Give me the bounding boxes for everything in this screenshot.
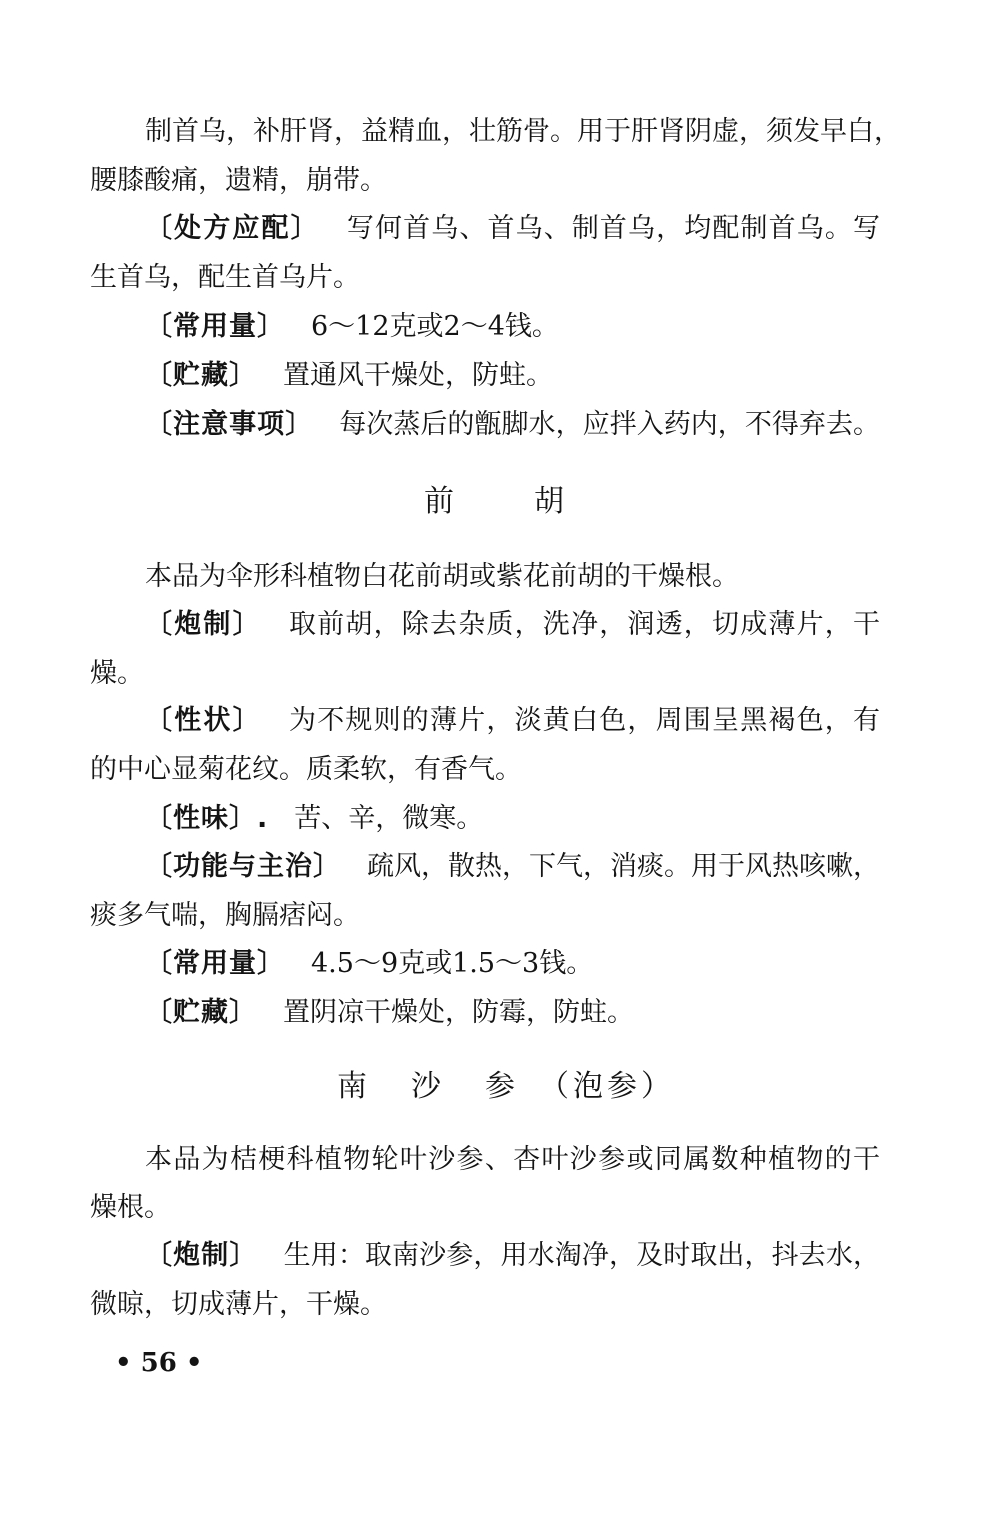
notes-text: 每次蒸后的甑脚水，应拌入药内，不得弃去。: [339, 409, 881, 440]
storage-text: 置通风干燥处，防蛀。: [283, 360, 553, 391]
taste-text: 苦、辛，微寒。: [294, 803, 484, 834]
function-text: 疏风，散热，下气，消痰。用于风热咳嗽，: [367, 851, 880, 882]
processing-text: 取前胡，除去杂质，洗净，润透，切成薄片，干: [287, 609, 881, 640]
character-label: 〔性状〕: [145, 705, 262, 736]
intro-line-2: 腰膝酸痛，遗精，崩带。: [90, 165, 387, 196]
qianhu-storage-line: [145, 995, 880, 1031]
prescription-line-2: 生首乌，配生首乌片。: [90, 262, 360, 293]
qianhu-description: 本品为伞形科植物白花前胡或紫花前胡的干燥根。: [145, 561, 739, 592]
storage-label: 〔贮藏〕: [145, 997, 257, 1028]
notes-label: 〔注意事项〕: [145, 409, 314, 440]
nanshashen-processing-line-2: 微晾，切成薄片，干燥。: [90, 1289, 387, 1320]
notes-line: [145, 407, 880, 443]
qianhu-function-line-1: [145, 849, 880, 885]
title-char: 胡: [534, 484, 568, 519]
title-char: 参: [485, 1069, 519, 1104]
section-title-nanshashen: [0, 1067, 992, 1107]
function-label: 〔功能与主治〕: [145, 851, 341, 882]
taste-label: 〔性味〕.: [145, 803, 269, 834]
processing-label: 〔炮制〕: [145, 609, 262, 640]
nanshashen-processing-line-1: [145, 1238, 880, 1274]
qianhu-character-line-2: 的中心显菊花纹。质柔软，有香气。: [90, 754, 522, 785]
page-number: • 56 •: [115, 1348, 203, 1378]
dosage-label: 〔常用量〕: [145, 311, 285, 342]
title-char: 前: [424, 484, 458, 519]
prescription-line-1: [145, 211, 880, 247]
title-char: 南: [337, 1069, 371, 1104]
qianhu-function-line-2: 痰多气喘，胸膈痞闷。: [90, 900, 360, 931]
dosage-label: 〔常用量〕: [145, 948, 285, 979]
prescription-label: 〔处方应配〕: [145, 213, 320, 244]
prescription-text: 写何首乌、首乌、制首乌，均配制首乌。写: [345, 213, 881, 244]
dosage-text: 4.5～9克或1.5～3钱。: [311, 948, 594, 979]
processing-text: 生用：取南沙参，用水淘净，及时取出，抖去水，: [283, 1240, 881, 1271]
title-char: 沙: [411, 1069, 445, 1104]
dosage-text: 6～12克或2～4钱。: [311, 311, 559, 342]
title-alias: （泡参）: [539, 1069, 675, 1104]
nanshashen-description-line-2: 燥根。: [90, 1192, 171, 1223]
qianhu-taste-line: [145, 801, 880, 837]
dosage-line: [145, 309, 880, 345]
character-text: 为不规则的薄片，淡黄白色，周围呈黑褐色，有: [287, 705, 881, 736]
storage-text: 置阴凉干燥处，防霉，防蛀。: [283, 997, 634, 1028]
nanshashen-description-line-1: 本品为桔梗科植物轮叶沙参、杏叶沙参或同属数种植物的干: [145, 1144, 880, 1175]
intro-line-1: 制首乌，补肝肾，益精血，壮筋骨。用于肝肾阴虚，须发早白，: [145, 116, 901, 147]
qianhu-character-line-1: [145, 703, 880, 739]
processing-label: 〔炮制〕: [145, 1240, 258, 1271]
storage-line: [145, 358, 880, 394]
qianhu-processing-line-2: 燥。: [90, 658, 144, 689]
qianhu-processing-line-1: [145, 607, 880, 643]
section-title-qianhu: [0, 482, 992, 522]
storage-label: 〔贮藏〕: [145, 360, 257, 391]
qianhu-dosage-line: [145, 946, 880, 982]
